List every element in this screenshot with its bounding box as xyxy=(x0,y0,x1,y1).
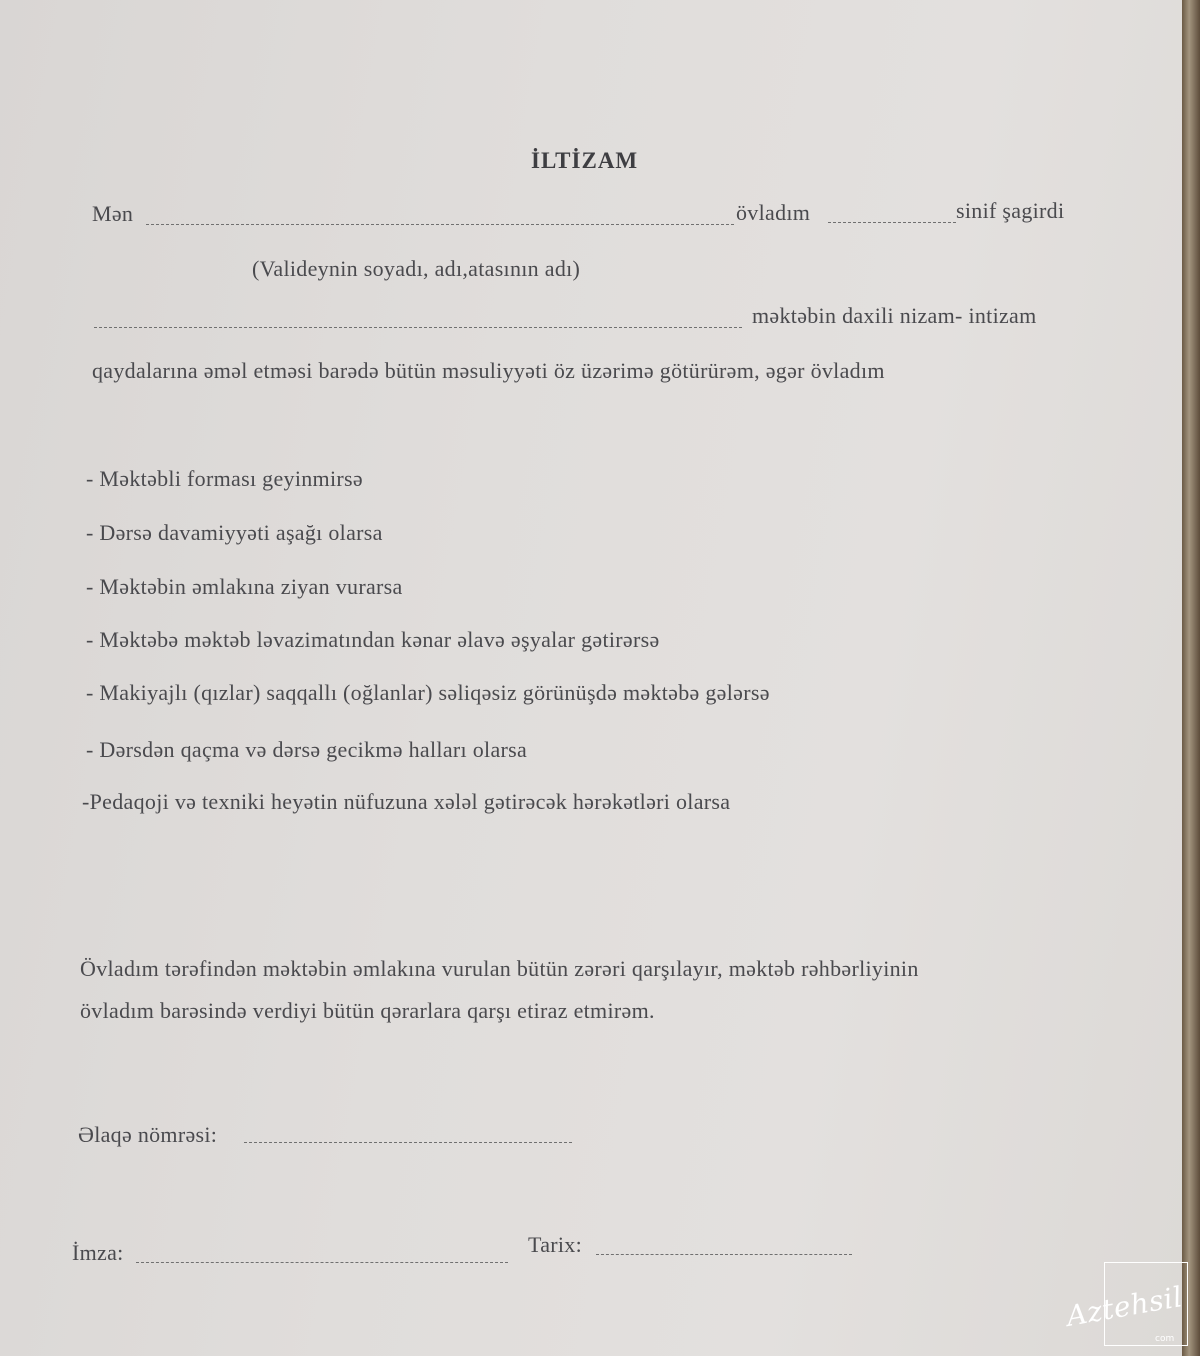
closing-line-1: Övladım tərəfindən məktəbin əmlakına vurulan bütün zərəri qarşılayır, məktəb rəhbərliyinin xyxy=(80,956,919,981)
signature-label: İmza: xyxy=(72,1240,124,1265)
contact-number-blank[interactable] xyxy=(244,1142,572,1143)
parent-name-blank[interactable] xyxy=(146,224,734,225)
student-name-blank[interactable] xyxy=(94,327,742,328)
parent-hint: (Validеynin soyadı, adı,atasının adı) xyxy=(252,256,581,281)
date-label: Tarix: xyxy=(528,1232,583,1257)
paper-edge-background xyxy=(1182,0,1200,1356)
condition-item: - Məktəbli forması geyinmirsə xyxy=(86,466,363,491)
row2-suffix: məktəbin daxili nizam- intizam xyxy=(752,303,1037,328)
row1-suffix: sinif şagirdi xyxy=(956,198,1065,223)
condition-item: - Məktəbə məktəb ləvazimatından kənar əlavə əşyalar gətirərsə xyxy=(86,627,660,652)
contact-label: Əlaqə nömrəsi: xyxy=(78,1122,218,1147)
date-blank[interactable] xyxy=(596,1254,852,1255)
document-title: İLTİZAM xyxy=(531,148,639,173)
row1-middle: övladım xyxy=(736,200,811,225)
class-blank[interactable] xyxy=(828,222,956,223)
row1-prefix: Mən xyxy=(92,201,134,226)
row3-text: qaydalarına əməl etməsi barədə bütün məsuliyyəti öz üzərimə götürürəm, əgər övladım xyxy=(92,358,885,383)
signature-blank[interactable] xyxy=(136,1262,508,1263)
condition-item: - Məktəbin əmlakına ziyan vurarsa xyxy=(86,574,403,599)
condition-item: - Makiyajlı (qızlar) saqqallı (oğlanlar) səliqəsiz görünüşdə məktəbə gələrsə xyxy=(86,680,770,705)
condition-item: - Dərsdən qaçma və dərsə gecikmə halları olarsa xyxy=(86,737,528,762)
watermark-logo-sub: com xyxy=(1155,1334,1175,1344)
condition-item: - Dərsə davamiyyəti aşağı olarsa xyxy=(86,520,383,545)
closing-line-2: övladım barəsində verdiyi bütün qərarlara qarşı etiraz etmirəm. xyxy=(80,998,655,1023)
watermark-logo: Aztehsil xyxy=(1064,1280,1186,1333)
condition-item: -Pedaqoji və texniki heyətin nüfuzuna xələl gətirəcək hərəkətləri olarsa xyxy=(82,789,731,814)
